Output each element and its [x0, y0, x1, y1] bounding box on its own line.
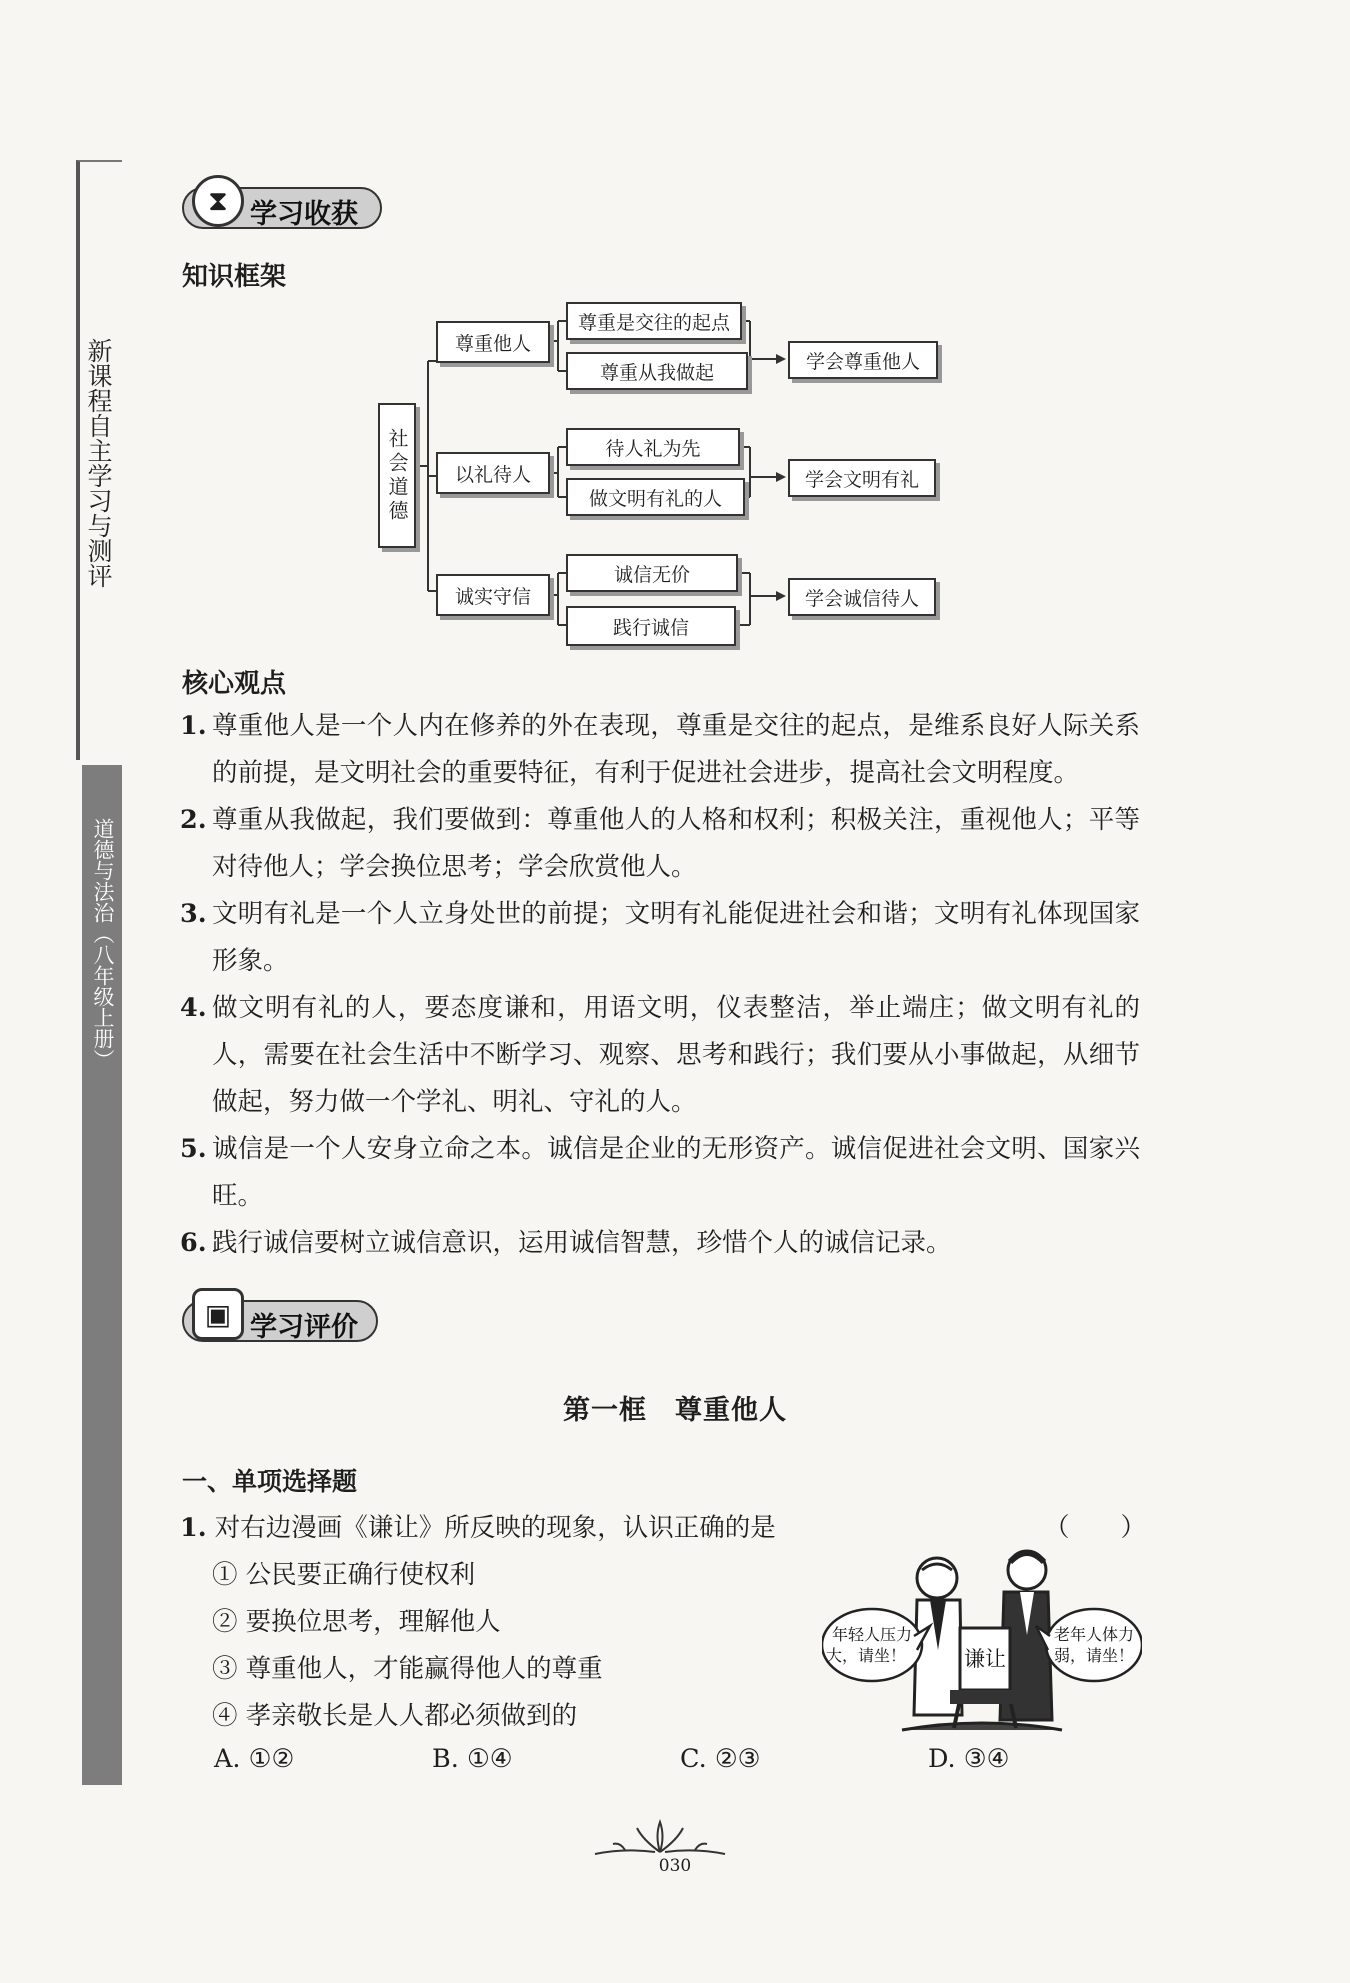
statement: ① 公民要正确行使权利	[212, 1560, 476, 1590]
item-label: 待人礼为先	[605, 437, 701, 460]
item-label: 诚信无价	[613, 563, 690, 586]
item-label: 尊重从我做起	[599, 361, 714, 384]
cartoon-sign: 谦让	[964, 1647, 1006, 1671]
point-text: 尊重从我做起，我们要做到：尊重他人的人格和权利；积极关注，重视他人；平等对待他人；学会换位思考；学会欣赏他人。	[212, 805, 1140, 882]
point-number: 6.	[180, 1228, 207, 1258]
option-d[interactable]: D. ③④	[928, 1744, 1010, 1774]
option-b[interactable]: B. ①④	[432, 1744, 513, 1774]
diagram-root	[378, 403, 416, 548]
item-label: 做文明有礼的人	[588, 487, 722, 510]
result-label: 学会文明有礼	[804, 468, 919, 491]
hourglass-icon: ⧗	[192, 175, 244, 227]
core-point	[180, 985, 1140, 1126]
question-number: 1.	[180, 1513, 207, 1543]
diagram-result	[788, 578, 936, 616]
diagram-item	[566, 302, 742, 340]
footer-ornament-icon	[585, 1818, 735, 1858]
point-number: 4.	[180, 993, 207, 1023]
diagram-connectors	[0, 0, 1350, 700]
point-number: 2.	[180, 805, 207, 835]
cartoon-illustration	[822, 1540, 1142, 1740]
diagram-branch-honesty	[436, 574, 550, 616]
result-label: 学会诚信待人	[804, 587, 919, 610]
right-bubble-line: 老年人体力	[1053, 1625, 1135, 1644]
diagram-item	[566, 428, 740, 466]
point-number: 5.	[180, 1134, 207, 1164]
answer-blank[interactable]: （ ）	[1044, 1513, 1147, 1543]
series-title: 新课程自主学习与测评	[84, 338, 113, 588]
page-number: 030	[658, 1856, 692, 1876]
statement: ② 要换位思考，理解他人	[212, 1607, 501, 1637]
core-heading: 核心观点	[182, 669, 287, 699]
core-point	[180, 703, 1140, 797]
diagram-item	[566, 352, 748, 390]
left-bubble-line: 年轻人压力	[831, 1625, 913, 1644]
point-text: 践行诚信要树立诚信意识，运用诚信智慧，珍惜个人的诚信记录。	[212, 1228, 952, 1258]
option-a[interactable]: A. ①②	[214, 1744, 295, 1774]
section-title: 学习评价	[250, 1312, 358, 1343]
diagram-root-label: 社会道德	[385, 427, 409, 524]
branch-label: 以礼待人	[454, 463, 531, 486]
core-point	[180, 891, 1140, 985]
statement: ④ 孝亲敬长是人人都必须做到的	[212, 1701, 578, 1731]
statement: ③ 尊重他人，才能赢得他人的尊重	[212, 1654, 603, 1684]
left-bubble-line: 大，请坐！	[825, 1646, 907, 1665]
cartoon-modesty	[822, 1540, 1142, 1740]
core-point	[180, 797, 1140, 891]
diagram-result	[788, 459, 936, 497]
point-text: 做文明有礼的人，要态度谦和，用语文明，仪表整洁，举止端庄；做文明有礼的人，需要在社会生活中不断学习、观察、思考和践行；我们要从小事做起，从细节做起，努力做一个学礼、明礼、守礼的人。	[212, 993, 1140, 1117]
option-c[interactable]: C. ②③	[680, 1744, 761, 1774]
branch-label: 尊重他人	[454, 332, 531, 355]
point-text: 文明有礼是一个人立身处世的前提；文明有礼能促进社会和谐；文明有礼体现国家形象。	[212, 899, 1140, 976]
diagram-item	[566, 478, 745, 516]
framework-heading: 知识框架	[182, 262, 287, 292]
diagram-branch-respect	[436, 321, 550, 363]
question-type-heading: 一、单项选择题	[182, 1467, 358, 1496]
item-label: 践行诚信	[612, 616, 689, 639]
question-stem	[180, 1508, 776, 1544]
subject-label: 道德与法治（八年级上册）	[91, 818, 115, 1070]
floppy-disk-icon: ▣	[192, 1288, 244, 1340]
core-point	[180, 1126, 1140, 1220]
point-number: 1.	[180, 711, 207, 741]
diagram-result	[788, 341, 938, 379]
point-text: 尊重他人是一个人内在修养的外在表现，尊重是交往的起点，是维系良好人际关系的前提，是文明社会的重要特征，有利于促进社会进步，提高社会文明程度。	[212, 711, 1140, 788]
item-label: 尊重是交往的起点	[577, 311, 730, 334]
point-text: 诚信是一个人安身立命之本。诚信是企业的无形资产。诚信促进社会文明、国家兴旺。	[212, 1134, 1140, 1211]
section-header-learning-evaluation	[182, 1297, 378, 1343]
frame-title: 第一框 尊重他人	[563, 1395, 787, 1426]
question-text: 对右边漫画《谦让》所反映的现象，认识正确的是	[214, 1513, 776, 1543]
section-title: 学习收获	[250, 199, 358, 230]
diagram-item	[566, 606, 736, 646]
right-bubble-line: 弱，请坐！	[1053, 1646, 1135, 1665]
core-point	[180, 1220, 1140, 1267]
diagram-item	[566, 554, 738, 592]
diagram-branch-courtesy	[436, 452, 550, 494]
result-label: 学会尊重他人	[805, 350, 920, 373]
point-number: 3.	[180, 899, 207, 929]
branch-label: 诚实守信	[454, 585, 531, 608]
